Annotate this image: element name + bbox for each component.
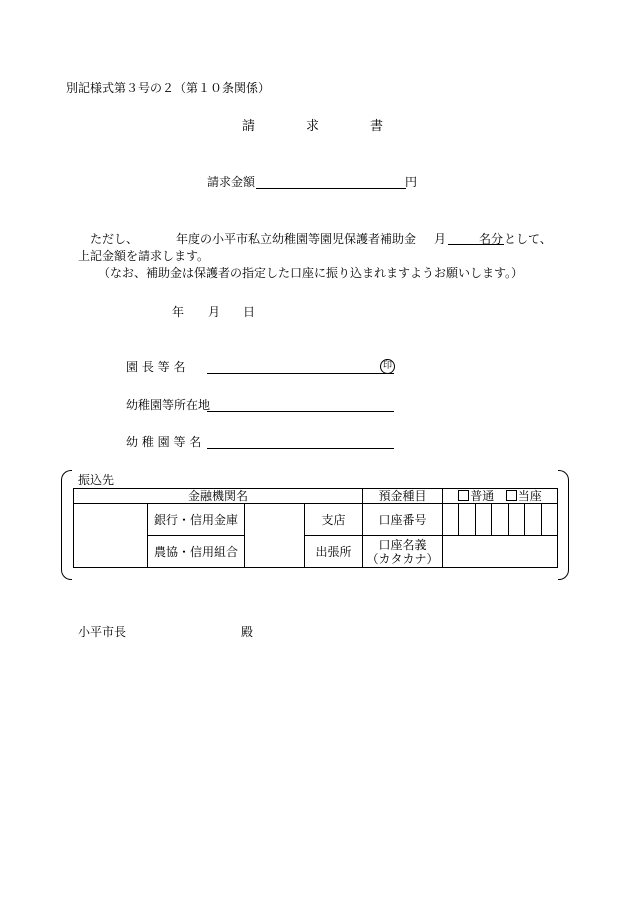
bracket-right [558, 470, 569, 580]
amount-label: 請求金額 [207, 175, 256, 189]
title-char-3: 書 [370, 119, 384, 134]
body-text-month: 月 [434, 232, 447, 246]
account-name-cell[interactable] [443, 536, 558, 568]
body-text-subsidy: 年度の小平市私立幼稚園等園児保護者補助金 [176, 232, 417, 246]
bank-table [73, 488, 557, 567]
branch-name-cell[interactable] [245, 504, 305, 568]
kindergarten-label: 幼 稚 園 等 名 [126, 435, 202, 449]
body-note: （なお、補助金は保護者の指定した口座に振り込まれますようお願いします。） [98, 266, 524, 280]
branch-label: 支店 [305, 504, 363, 536]
date-month: 月 [208, 305, 221, 319]
body-text-persons: 名分 [479, 232, 504, 246]
bracket-left [61, 470, 72, 580]
addressee-mayor: 小平市長 [78, 625, 127, 639]
address-label: 幼稚園等所在地 [126, 398, 211, 412]
sub-branch-label: 出張所 [305, 536, 363, 568]
body-text-as: として、 [504, 232, 552, 246]
account-number-cells[interactable] [443, 504, 558, 536]
title-char-1: 請 [242, 119, 256, 134]
account-name-label: 口座名義 （カタカナ） [363, 536, 443, 568]
amount-unit: 円 [405, 175, 418, 189]
address-field[interactable] [207, 411, 394, 412]
institution-header: 金融機関名 [74, 489, 363, 504]
addressee-honorific: 殿 [241, 625, 254, 639]
date-day: 日 [243, 305, 256, 319]
agri-type: 農協・信用組合 [148, 536, 245, 568]
body-text-intro: ただし、 [90, 232, 139, 246]
date-year: 年 [172, 305, 185, 319]
form-reference: 別記様式第３号の２（第１０条関係） [66, 81, 271, 95]
checking-checkbox[interactable] [506, 490, 517, 501]
director-field[interactable] [207, 373, 394, 374]
account-number-label: 口座番号 [363, 504, 443, 536]
seal-mark: 印 [380, 359, 395, 374]
amount-field[interactable] [256, 188, 406, 189]
title-char-2: 求 [306, 119, 320, 134]
transfer-heading: 振込先 [78, 473, 115, 487]
kindergarten-field[interactable] [207, 448, 394, 449]
deposit-type-options [443, 489, 558, 504]
institution-name-cell[interactable] [74, 504, 148, 568]
ordinary-label: 普通 [470, 489, 495, 503]
bank-type: 銀行・信用金庫 [148, 504, 245, 536]
ordinary-checkbox[interactable] [458, 490, 469, 501]
director-label: 園 長 等 名 [126, 360, 186, 374]
deposit-type-label: 預金種目 [363, 489, 443, 504]
checking-label: 当座 [517, 489, 542, 503]
body-text-request: 上記金額を請求します。 [78, 249, 210, 263]
